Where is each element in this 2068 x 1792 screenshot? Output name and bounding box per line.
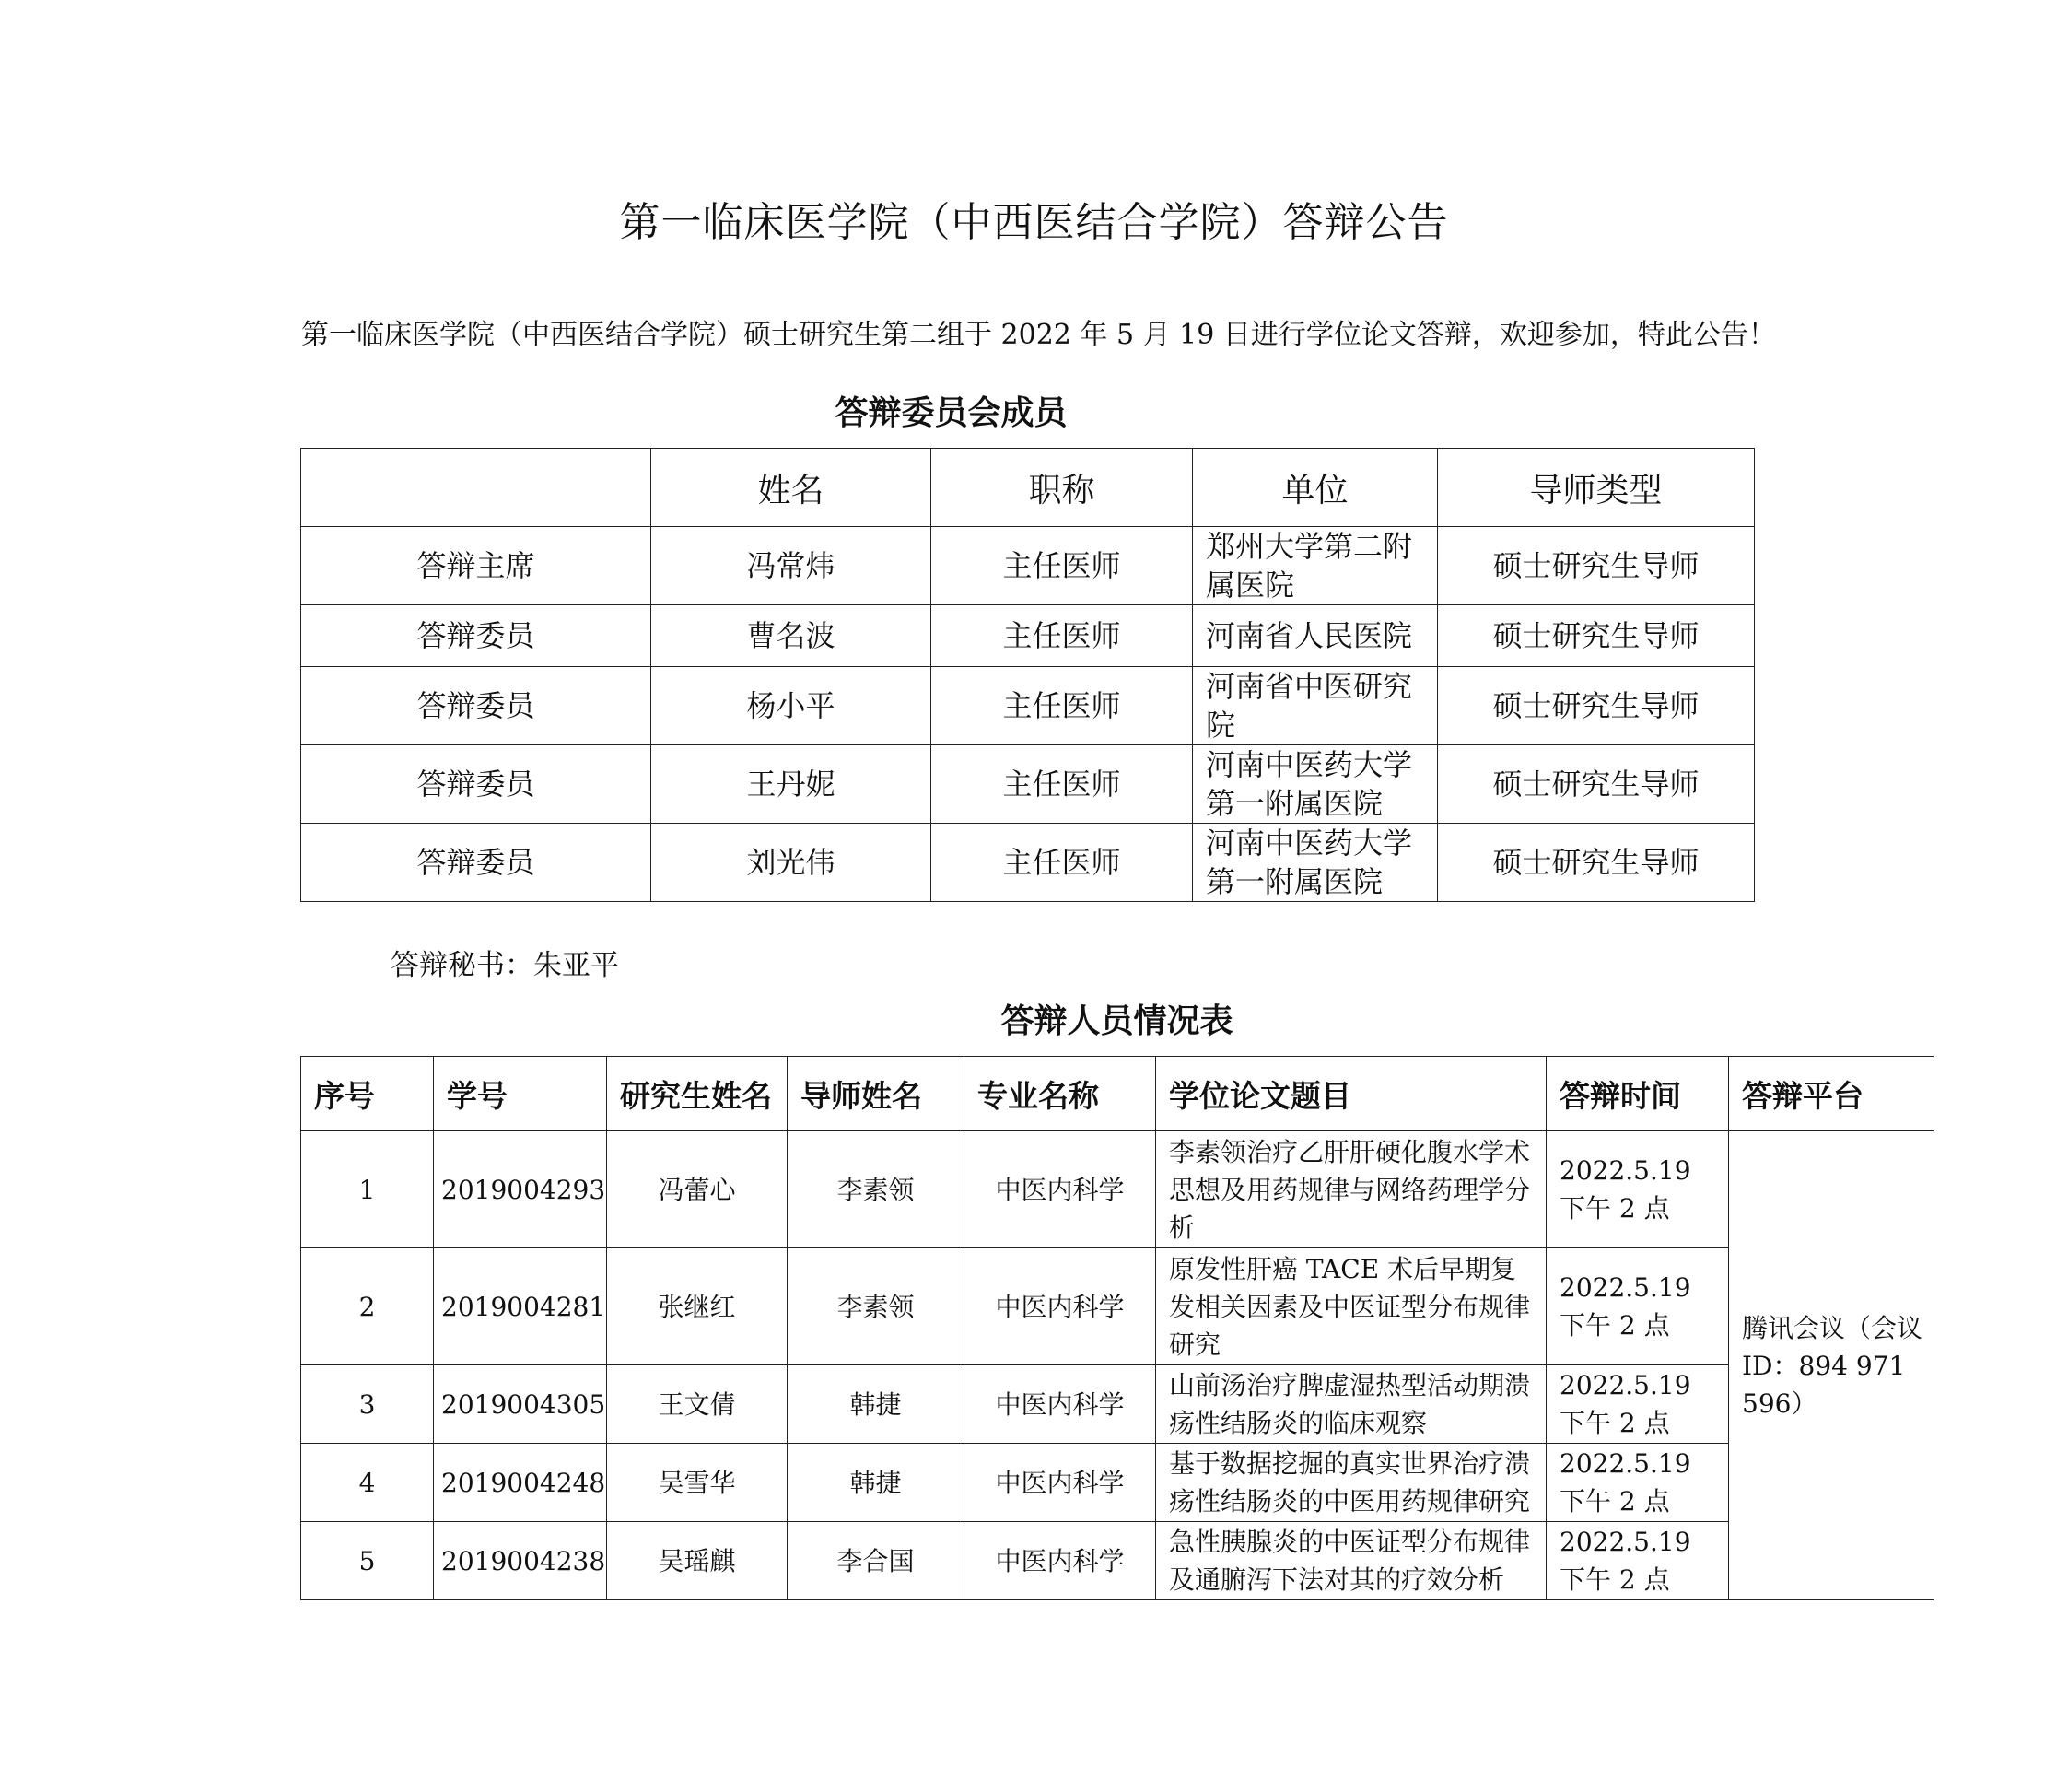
member-name: 冯常炜 — [651, 527, 931, 605]
member-unit: 河南省人民医院 — [1193, 605, 1438, 667]
student-thesis: 基于数据挖掘的真实世界治疗溃疡性结肠炎的中医用药规律研究 — [1156, 1444, 1547, 1522]
member-unit: 河南中医药大学第一附属医院 — [1193, 824, 1438, 902]
defense-hour: 下午 2 点 — [1560, 1408, 1670, 1438]
defense-date: 2022.5.19 — [1560, 1448, 1691, 1479]
student-advisor: 韩捷 — [788, 1444, 964, 1522]
committee-col-unit: 单位 — [1193, 449, 1438, 527]
student-major: 中医内科学 — [964, 1522, 1156, 1600]
member-unit: 河南省中医研究院 — [1193, 667, 1438, 745]
member-type: 硕士研究生导师 — [1438, 605, 1755, 667]
student-advisor: 李合国 — [788, 1522, 964, 1600]
student-major: 中医内科学 — [964, 1248, 1156, 1365]
defense-hour: 下午 2 点 — [1560, 1310, 1670, 1341]
member-title: 主任医师 — [931, 667, 1193, 745]
student-major: 中医内科学 — [964, 1444, 1156, 1522]
student-advisor: 韩捷 — [788, 1365, 964, 1444]
student-thesis: 李素领治疗乙肝肝硬化腹水学术思想及用药规律与网络药理学分析 — [1156, 1131, 1547, 1248]
students-col-thesis: 学位论文题目 — [1156, 1057, 1547, 1131]
students-col-advisor: 导师姓名 — [788, 1057, 964, 1131]
students-col-name: 研究生姓名 — [607, 1057, 788, 1131]
member-type: 硕士研究生导师 — [1438, 745, 1755, 824]
defense-time — [1547, 1131, 1729, 1248]
member-type: 硕士研究生导师 — [1438, 667, 1755, 745]
member-unit: 郑州大学第二附属医院 — [1193, 527, 1438, 605]
defense-date: 2022.5.19 — [1560, 1370, 1691, 1400]
student-no: 3 — [301, 1365, 434, 1444]
student-row — [301, 1365, 1934, 1444]
member-title: 主任医师 — [931, 745, 1193, 824]
member-title: 主任医师 — [931, 824, 1193, 902]
student-no: 5 — [301, 1522, 434, 1600]
student-row — [301, 1248, 1934, 1365]
student-row — [301, 1444, 1934, 1522]
member-title: 主任医师 — [931, 605, 1193, 667]
students-col-platform: 答辩平台 — [1729, 1057, 1934, 1131]
member-name: 杨小平 — [651, 667, 931, 745]
page-title: 第一临床医学院（中西医结合学院）答辩公告 — [619, 199, 1449, 246]
committee-col-name: 姓名 — [651, 449, 931, 527]
defense-time — [1547, 1522, 1729, 1600]
defense-time — [1547, 1444, 1729, 1522]
students-heading: 答辩人员情况表 — [1000, 1002, 1233, 1040]
member-name: 曹名波 — [651, 605, 931, 667]
student-name: 吴雪华 — [607, 1444, 788, 1522]
student-id: 2019004248 — [434, 1444, 607, 1522]
committee-row — [301, 824, 1755, 902]
student-no: 4 — [301, 1444, 434, 1522]
committee-row — [301, 527, 1755, 605]
intro-paragraph: 第一临床医学院（中西医结合学院）硕士研究生第二组于 2022 年 5 月 19 日进行学位论文答辩，欢迎参加，特此公告！ — [301, 319, 1776, 351]
defense-date: 2022.5.19 — [1560, 1272, 1691, 1303]
student-no: 1 — [301, 1131, 434, 1248]
defense-hour: 下午 2 点 — [1560, 1193, 1670, 1224]
student-major: 中医内科学 — [964, 1131, 1156, 1248]
student-id: 2019004305 — [434, 1365, 607, 1444]
student-thesis: 急性胰腺炎的中医证型分布规律及通腑泻下法对其的疗效分析 — [1156, 1522, 1547, 1600]
member-unit: 河南中医药大学第一附属医院 — [1193, 745, 1438, 824]
student-thesis: 山前汤治疗脾虚湿热型活动期溃疡性结肠炎的临床观察 — [1156, 1365, 1547, 1444]
student-id: 2019004281 — [434, 1248, 607, 1365]
member-type: 硕士研究生导师 — [1438, 527, 1755, 605]
student-major: 中医内科学 — [964, 1365, 1156, 1444]
member-title: 主任医师 — [931, 527, 1193, 605]
committee-header-row — [301, 449, 1755, 527]
committee-table — [300, 448, 1755, 902]
student-name: 冯蕾心 — [607, 1131, 788, 1248]
secretary-line: 答辩秘书：朱亚平 — [391, 949, 619, 982]
students-col-major: 专业名称 — [964, 1057, 1156, 1131]
student-id: 2019004293 — [434, 1131, 607, 1248]
member-type: 硕士研究生导师 — [1438, 824, 1755, 902]
defense-date: 2022.5.19 — [1560, 1155, 1691, 1186]
students-col-no: 序号 — [301, 1057, 434, 1131]
student-thesis: 原发性肝癌 TACE 术后早期复发相关因素及中医证型分布规律研究 — [1156, 1248, 1547, 1365]
committee-row — [301, 745, 1755, 824]
student-name: 吴瑶麒 — [607, 1522, 788, 1600]
student-name: 张继红 — [607, 1248, 788, 1365]
committee-row — [301, 605, 1755, 667]
committee-row — [301, 667, 1755, 745]
committee-heading: 答辩委员会成员 — [835, 394, 1068, 432]
student-row — [301, 1522, 1934, 1600]
student-id: 2019004238 — [434, 1522, 607, 1600]
student-row — [301, 1131, 1934, 1248]
students-table — [300, 1056, 1934, 1600]
committee-col-type: 导师类型 — [1438, 449, 1755, 527]
member-role: 答辩委员 — [301, 605, 651, 667]
students-col-id: 学号 — [434, 1057, 607, 1131]
member-role: 答辩委员 — [301, 824, 651, 902]
student-name: 王文倩 — [607, 1365, 788, 1444]
defense-platform: 腾讯会议（会议 ID：894 971 596） — [1729, 1131, 1934, 1600]
defense-date: 2022.5.19 — [1560, 1527, 1691, 1557]
student-advisor: 李素领 — [788, 1248, 964, 1365]
member-role: 答辩委员 — [301, 667, 651, 745]
committee-col-title: 职称 — [931, 449, 1193, 527]
defense-hour: 下午 2 点 — [1560, 1486, 1670, 1517]
defense-hour: 下午 2 点 — [1560, 1564, 1670, 1595]
defense-time — [1547, 1365, 1729, 1444]
member-role: 答辩主席 — [301, 527, 651, 605]
member-name: 刘光伟 — [651, 824, 931, 902]
committee-col-role — [301, 449, 651, 527]
defense-time — [1547, 1248, 1729, 1365]
student-advisor: 李素领 — [788, 1131, 964, 1248]
students-header-row — [301, 1057, 1934, 1131]
students-col-time: 答辩时间 — [1547, 1057, 1729, 1131]
student-no: 2 — [301, 1248, 434, 1365]
member-role: 答辩委员 — [301, 745, 651, 824]
member-name: 王丹妮 — [651, 745, 931, 824]
